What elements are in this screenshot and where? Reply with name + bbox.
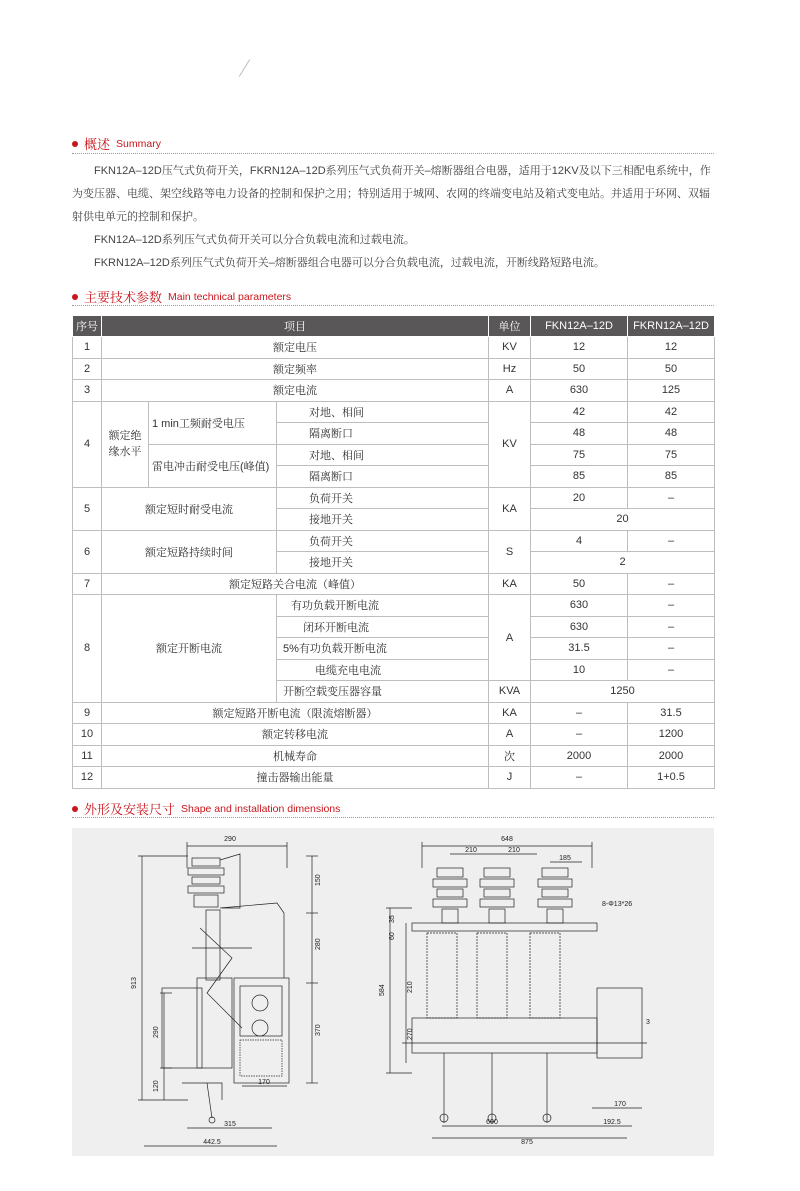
- row-no: 6: [73, 530, 102, 573]
- decorative-slash: [239, 59, 250, 76]
- row-fkn: –: [531, 724, 628, 746]
- side-dim-290: 290: [153, 1026, 160, 1038]
- table-row: [73, 401, 715, 423]
- row-no: 8: [73, 595, 102, 703]
- row-item: 额定频率: [102, 358, 489, 380]
- front-dim-holes: 8-Φ13*26: [602, 901, 633, 908]
- row-fkrn: 75: [628, 444, 715, 466]
- params-heading: [72, 287, 291, 306]
- front-dim-584: 584: [379, 984, 386, 996]
- bullet-dot-icon: [72, 294, 78, 300]
- header-no: 序号: [73, 316, 102, 337]
- row-unit: KA: [489, 702, 531, 724]
- shape-title-en: Shape and installation dimensions: [181, 802, 341, 815]
- row-fkrn: 85: [628, 466, 715, 488]
- row-unit: KA: [489, 487, 531, 530]
- row-item: 额定短路持续时间: [102, 530, 277, 573]
- row-both: 1250: [531, 681, 715, 703]
- row-fkn: 50: [531, 358, 628, 380]
- table-row: [73, 573, 715, 595]
- row-condition: 负荷开关: [277, 530, 489, 552]
- row-item: 额定电压: [102, 337, 489, 359]
- dimension-drawing-panel: [72, 828, 714, 1156]
- row-both: 20: [531, 509, 715, 531]
- row-fkn: 20: [531, 487, 628, 509]
- params-title-zh: 主要技术参数: [84, 290, 163, 305]
- side-view-drawing: [138, 842, 318, 1146]
- row-fkrn: –: [628, 530, 715, 552]
- row-condition: 5%有功负载开断电流: [277, 638, 489, 660]
- row-fkn: 630: [531, 380, 628, 402]
- row-fkn: 85: [531, 466, 628, 488]
- row-item: 机械寿命: [102, 745, 489, 767]
- side-dim-913: 913: [131, 977, 138, 989]
- header-fkn: FKN12A–12D: [531, 316, 628, 337]
- row-unit: S: [489, 530, 531, 573]
- row-condition: 隔离断口: [277, 466, 489, 488]
- table-row: [73, 337, 715, 359]
- row-fkn: 50: [531, 573, 628, 595]
- summary-paragraph-3: FKRN12A–12D系列压气式负荷开关–熔断器组合电器可以分合负载电流，过载电流，开断线路短路电流。: [94, 257, 605, 269]
- row-unit: KV: [489, 401, 531, 487]
- row-condition: 隔离断口: [277, 423, 489, 445]
- row-fkn: 10: [531, 659, 628, 681]
- params-title-en: Main technical parameters: [168, 290, 292, 303]
- summary-paragraph-2: FKN12A–12D系列压气式负荷开关可以分合负载电流和过载电流。: [94, 234, 415, 246]
- front-dim-210: 210: [407, 981, 414, 993]
- side-dim-top: 290: [224, 836, 236, 843]
- row-no: 10: [73, 724, 102, 746]
- row-condition: 负荷开关: [277, 487, 489, 509]
- row-fkrn: 31.5: [628, 702, 715, 724]
- row-fkn: 630: [531, 595, 628, 617]
- row-condition: 开断空载变压器容量: [277, 681, 489, 703]
- row-condition: 有功负载开断电流: [277, 595, 489, 617]
- row-fkrn: 1200: [628, 724, 715, 746]
- summary-paragraph-1: FKN12A–12D压气式负荷开关，FKRN12A–12D系列压气式负荷开关–熔断器组合电器，适用于12KV及以下三相配电系统中，作为变压器、电缆、架空线路等电力设备的控制和保护之用；特别适用于城网、农网的终端变电站及箱式变电站。并适用于环网、双辐射供电单元的控制和保护。: [72, 165, 711, 223]
- shape-divider: [72, 817, 714, 818]
- row-item: 额定短路开断电流（限流熔断器）: [102, 702, 489, 724]
- row-fkn: 42: [531, 401, 628, 423]
- side-dim-120: 120: [153, 1080, 160, 1092]
- front-dim-170: 170: [614, 1101, 626, 1108]
- table-row: [73, 595, 715, 617]
- row-item: 额定电流: [102, 380, 489, 402]
- summary-text: [72, 160, 714, 275]
- row-no: 9: [73, 702, 102, 724]
- row-fkn: 12: [531, 337, 628, 359]
- header-unit: 单位: [489, 316, 531, 337]
- row-condition: 接地开关: [277, 509, 489, 531]
- row-unit: A: [489, 595, 531, 681]
- summary-divider: [72, 153, 714, 154]
- table-row: [73, 724, 715, 746]
- row-fkn: –: [531, 702, 628, 724]
- row-subitem: 1 min工频耐受电压: [149, 401, 277, 444]
- front-dim-192: 192.5: [603, 1119, 621, 1126]
- bullet-dot-icon: [72, 806, 78, 812]
- row-condition: 接地开关: [277, 552, 489, 574]
- front-dim-210a: 210: [465, 847, 477, 854]
- row-fkrn: 48: [628, 423, 715, 445]
- table-row: [73, 487, 715, 509]
- front-dim-210b: 210: [508, 847, 520, 854]
- row-unit: A: [489, 724, 531, 746]
- front-dim-185: 185: [559, 855, 571, 862]
- row-unit: A: [489, 380, 531, 402]
- front-dim-35: 35: [389, 915, 396, 923]
- summary-title-en: Summary: [116, 137, 161, 150]
- summary-heading: [72, 134, 161, 153]
- row-fkn: 75: [531, 444, 628, 466]
- row-no: 11: [73, 745, 102, 767]
- table-row: [73, 358, 715, 380]
- front-dim-648: 648: [501, 836, 513, 843]
- table-row: [73, 444, 715, 466]
- shape-heading: [72, 799, 340, 818]
- shape-title-zh: 外形及安装尺寸: [84, 802, 176, 817]
- row-fkrn: –: [628, 573, 715, 595]
- row-condition: 对地、相间: [277, 444, 489, 466]
- front-dim-270: 270: [407, 1028, 414, 1040]
- row-fkrn: 42: [628, 401, 715, 423]
- row-item: 撞击器输出能量: [102, 767, 489, 789]
- row-item: 额定短路关合电流（峰值）: [102, 573, 489, 595]
- row-no: 7: [73, 573, 102, 595]
- row-item: 额定开断电流: [102, 595, 277, 703]
- row-no: 5: [73, 487, 102, 530]
- row-unit: Hz: [489, 358, 531, 380]
- side-dim-315: 315: [224, 1121, 236, 1128]
- side-dim-150: 150: [315, 874, 322, 886]
- row-item: 额定短时耐受电流: [102, 487, 277, 530]
- row-fkrn: 1+0.5: [628, 767, 715, 789]
- side-dim-370: 370: [315, 1024, 322, 1036]
- table-row: [73, 702, 715, 724]
- row-fkn: 48: [531, 423, 628, 445]
- dimension-drawings: [72, 828, 714, 1156]
- row-fkrn: –: [628, 659, 715, 681]
- row-fkrn: 12: [628, 337, 715, 359]
- row-fkrn: 125: [628, 380, 715, 402]
- row-item: 额定转移电流: [102, 724, 489, 746]
- front-dim-60: 60: [389, 932, 396, 940]
- parameters-table: [72, 315, 715, 789]
- row-fkn: 31.5: [531, 638, 628, 660]
- header-fkrn: FKRN12A–12D: [628, 316, 715, 337]
- row-no: 4: [73, 401, 102, 487]
- row-both: 2: [531, 552, 715, 574]
- table-row: [73, 767, 715, 789]
- row-fkrn: 50: [628, 358, 715, 380]
- row-unit: KVA: [489, 681, 531, 703]
- row-subitem: 雷电冲击耐受电压(峰值): [149, 444, 277, 487]
- header-item: 项目: [102, 316, 489, 337]
- table-row: [73, 380, 715, 402]
- row-no: 3: [73, 380, 102, 402]
- front-dim-3: 3: [646, 1019, 650, 1026]
- table-header-row: [73, 316, 715, 337]
- row-fkrn: –: [628, 616, 715, 638]
- row-condition: 闭环开断电流: [277, 616, 489, 638]
- row-no: 2: [73, 358, 102, 380]
- row-group: 额定绝缘水平: [102, 401, 149, 487]
- row-unit: 次: [489, 745, 531, 767]
- table-row: [73, 745, 715, 767]
- row-fkn: 4: [531, 530, 628, 552]
- row-no: 12: [73, 767, 102, 789]
- front-view-drawing: [386, 842, 647, 1138]
- params-divider: [72, 305, 714, 306]
- row-fkn: 2000: [531, 745, 628, 767]
- row-unit: KA: [489, 573, 531, 595]
- row-fkn: –: [531, 767, 628, 789]
- side-dim-280: 280: [315, 938, 322, 950]
- side-dim-170: 170: [258, 1079, 270, 1086]
- row-fkn: 630: [531, 616, 628, 638]
- bullet-dot-icon: [72, 141, 78, 147]
- row-fkrn: –: [628, 638, 715, 660]
- row-unit: J: [489, 767, 531, 789]
- row-fkrn: 2000: [628, 745, 715, 767]
- summary-title-zh: 概述: [84, 137, 111, 152]
- row-no: 1: [73, 337, 102, 359]
- row-unit: KV: [489, 337, 531, 359]
- table-row: [73, 530, 715, 552]
- side-dim-442: 442.5: [203, 1139, 221, 1146]
- front-dim-600: 600: [486, 1119, 498, 1126]
- row-condition: 电缆充电电流: [277, 659, 489, 681]
- front-dim-875: 875: [521, 1139, 533, 1146]
- row-fkrn: –: [628, 595, 715, 617]
- row-fkrn: –: [628, 487, 715, 509]
- row-condition: 对地、相间: [277, 401, 489, 423]
